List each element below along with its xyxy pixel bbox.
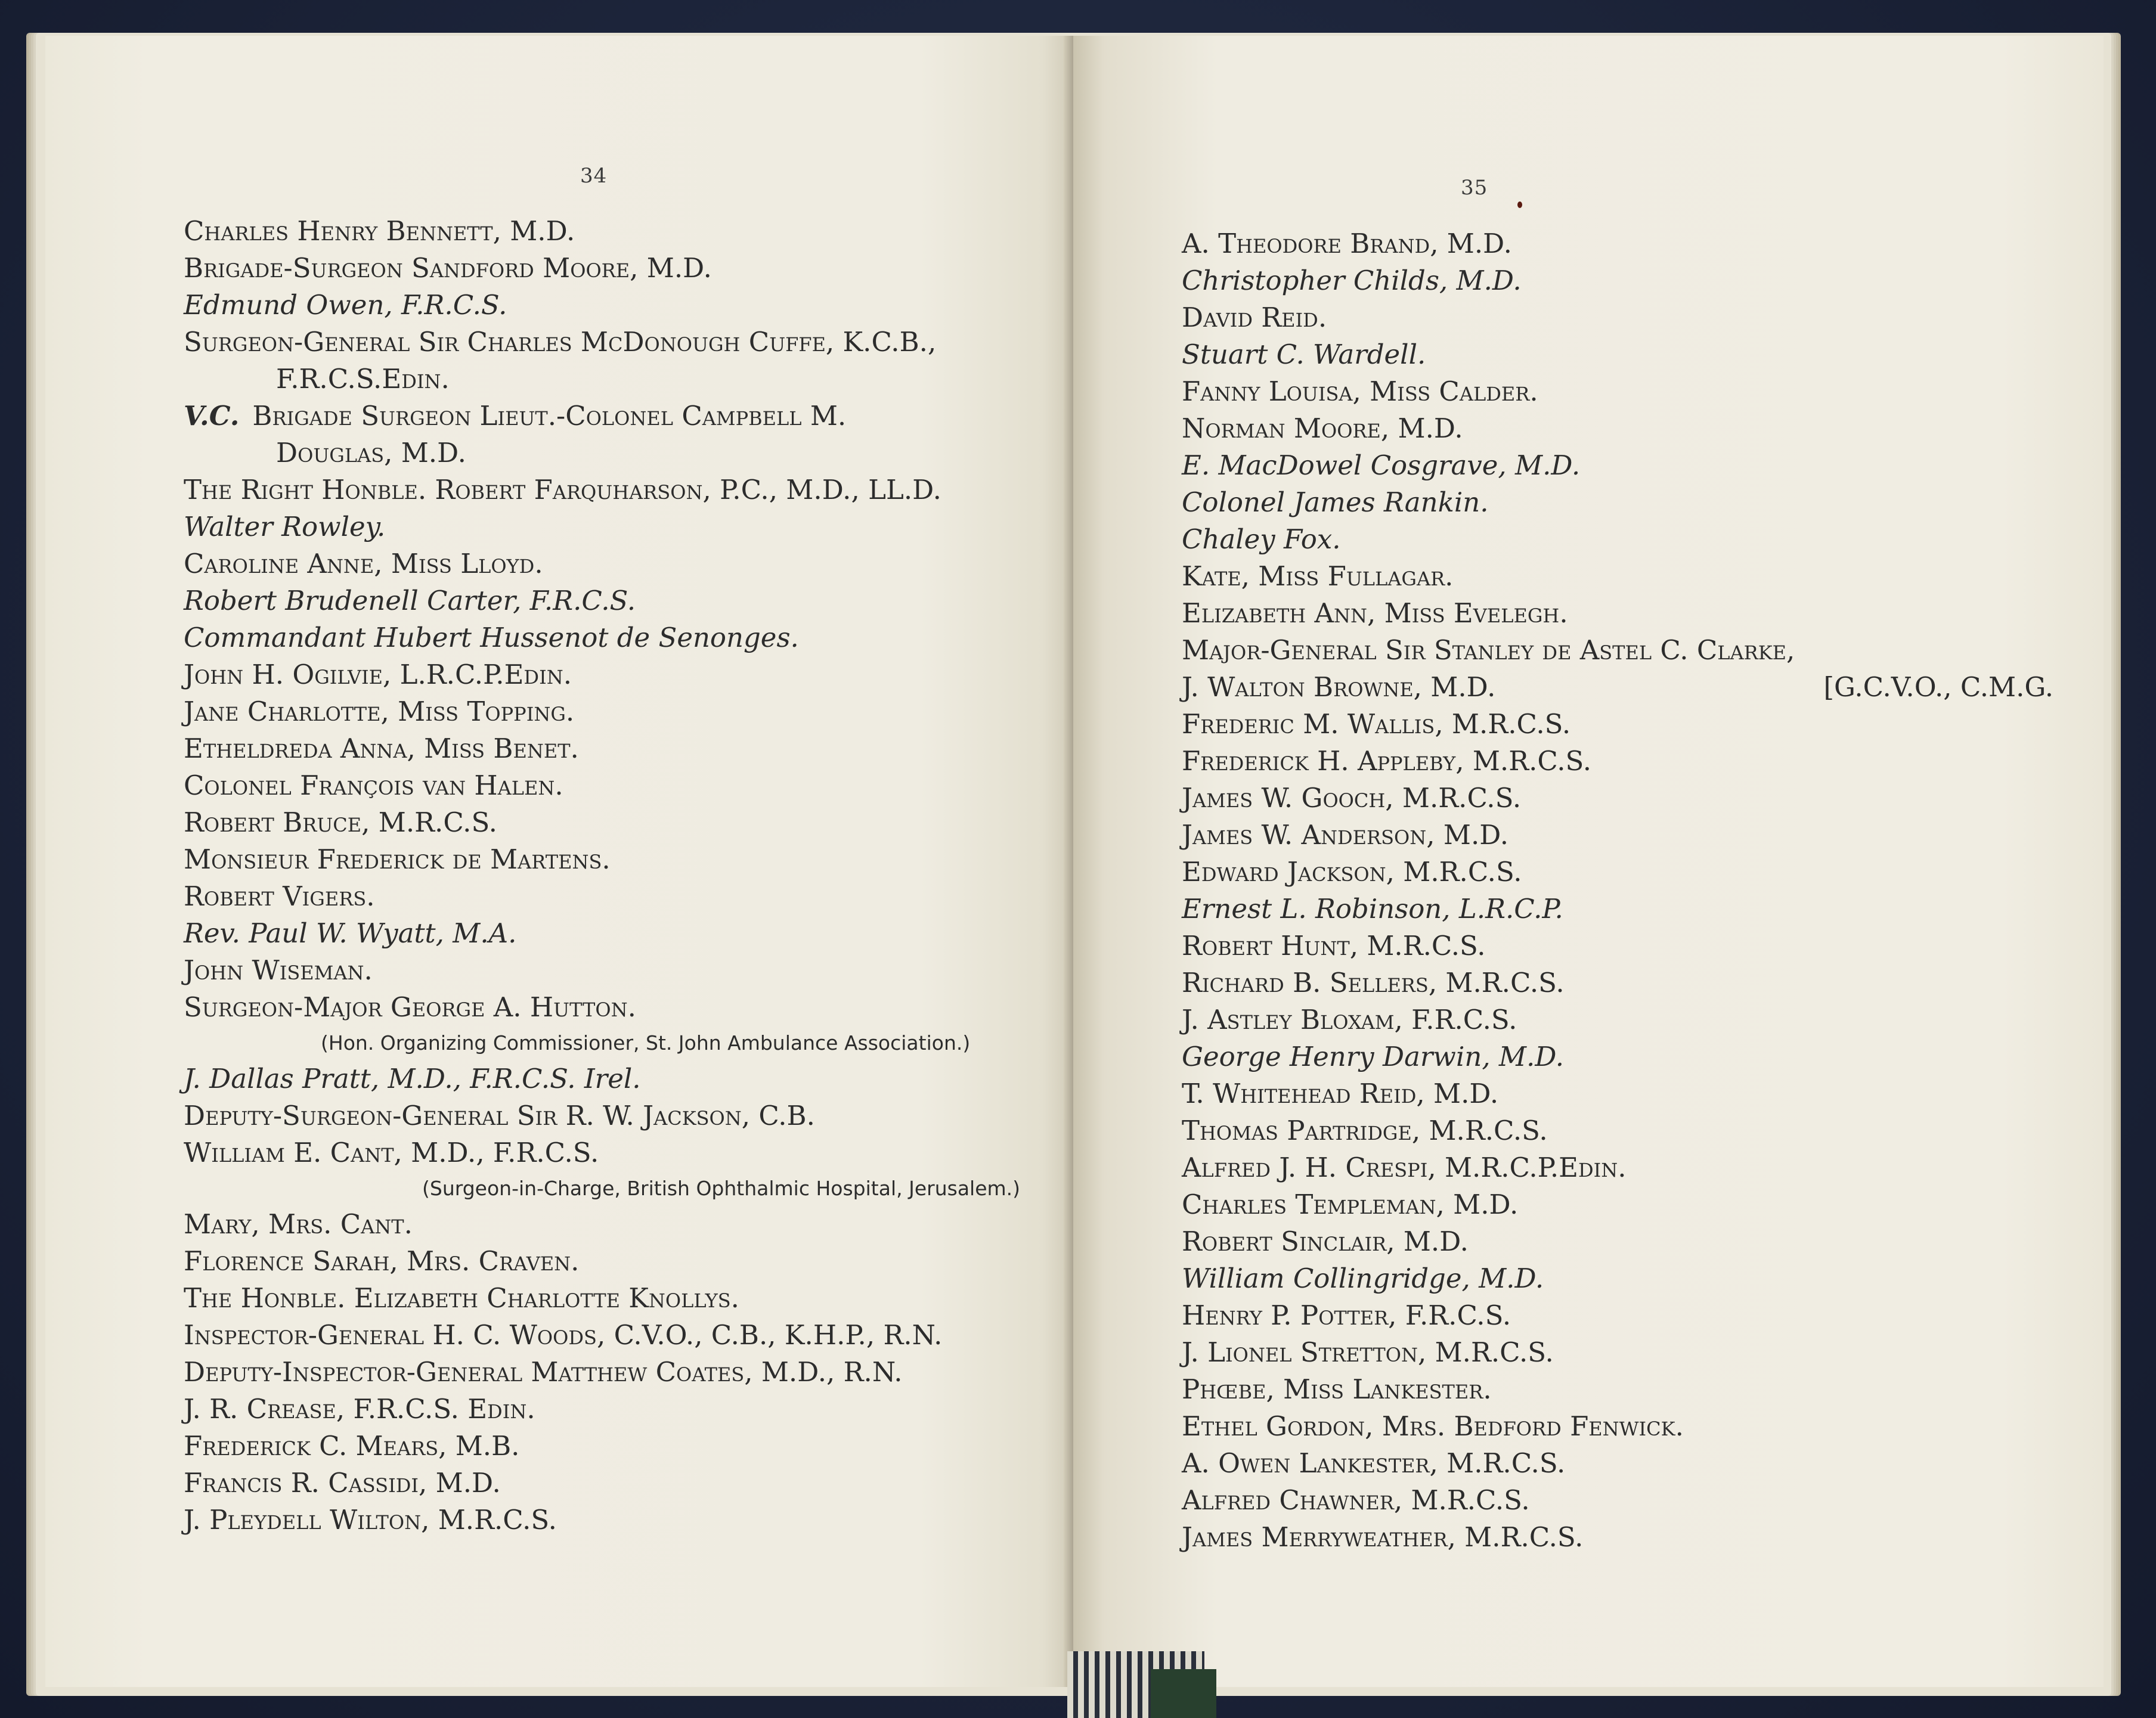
page-number: 35 — [1461, 176, 1488, 200]
list-item: F.R.C.S.Edin. — [276, 363, 450, 395]
list-item — [184, 398, 1020, 435]
entry-text: Brigade Surgeon Lieut.-Colonel Campbell M. — [252, 400, 847, 432]
right-page — [1073, 36, 2104, 1687]
list-item: Ethel Gordon, Mrs. Bedford Fenwick. — [1182, 1410, 1684, 1442]
list-item: Phœbe, Miss Lankester. — [1182, 1373, 1492, 1405]
list-item: Frederic M. Wallis, M.R.C.S. — [1182, 708, 1571, 740]
list-item: James W. Anderson, M.D. — [1182, 819, 1509, 851]
list-item: John Wiseman. — [184, 954, 373, 986]
list-item: John H. Ogilvie, L.R.C.P.Edin. — [184, 659, 572, 690]
list-item: Colonel François van Halen. — [184, 770, 563, 801]
list-item: J. Lionel Stretton, M.R.C.S. — [1182, 1336, 1554, 1368]
list-item: The Right Honble. Robert Farquharson, P.C., M.D., LL.D. — [184, 474, 941, 506]
list-item: Norman Moore, M.D. — [1182, 413, 1463, 444]
list-item: Edmund Owen, F.R.C.S. — [184, 289, 507, 321]
list-item: Caroline Anne, Miss Lloyd. — [184, 548, 543, 579]
list-item: Colonel James Rankin. — [1182, 486, 1489, 518]
list-item: A. Theodore Brand, M.D. — [1182, 228, 1512, 259]
list-item: Fanny Louisa, Miss Calder. — [1182, 376, 1538, 407]
list-item: A. Owen Lankester, M.R.C.S. — [1182, 1447, 1566, 1479]
honour-prefix: V.C. — [184, 400, 240, 432]
list-item: James Merryweather, M.R.C.S. — [1182, 1521, 1584, 1553]
list-item: Charles Templeman, M.D. — [1182, 1189, 1519, 1220]
list-item: Jane Charlotte, Miss Topping. — [184, 696, 575, 727]
list-item: The Honble. Elizabeth Charlotte Knollys. — [184, 1282, 739, 1314]
list-item: William E. Cant, M.D., F.R.C.S. — [184, 1137, 599, 1168]
list-item: Ernest L. Robinson, L.R.C.P. — [1182, 893, 1563, 925]
list-item: Inspector-General H. C. Woods, C.V.O., C.B., K.H.P., R.N. — [184, 1319, 943, 1351]
list-item: Deputy-Inspector-General Matthew Coates, M.D., R.N. — [184, 1356, 903, 1388]
list-item: Douglas, M.D. — [276, 437, 466, 469]
list-item: Richard B. Sellers, M.R.C.S. — [1182, 967, 1565, 998]
list-item: Henry P. Potter, F.R.C.S. — [1182, 1300, 1511, 1331]
list-item: Elizabeth Ann, Miss Evelegh. — [1182, 597, 1568, 629]
page-number: 34 — [580, 164, 608, 188]
entry-text: J. Walton Browne, M.D. — [1182, 671, 1496, 703]
list-item: David Reid. — [1182, 302, 1327, 333]
list-item: Monsieur Frederick de Martens. — [184, 844, 611, 875]
left-page — [45, 36, 1074, 1687]
list-item: J. Astley Bloxam, F.R.C.S. — [1182, 1004, 1517, 1035]
list-item — [1182, 669, 2053, 706]
list-item: Stuart C. Wardell. — [1182, 339, 1426, 370]
list-item: Christopher Childs, M.D. — [1182, 265, 1522, 296]
list-item: E. MacDowel Cosgrave, M.D. — [1182, 449, 1581, 481]
list-item: Commandant Hubert Hussenot de Senonges. — [184, 622, 799, 653]
list-item: Robert Bruce, M.R.C.S. — [184, 807, 497, 838]
list-item: Walter Rowley. — [184, 511, 386, 542]
list-item: Mary, Mrs. Cant. — [184, 1208, 413, 1240]
list-item: Robert Brudenell Carter, F.R.C.S. — [184, 585, 636, 616]
list-item: Rev. Paul W. Wyatt, M.A. — [184, 917, 517, 949]
list-item: Charles Henry Bennett, M.D. — [184, 215, 575, 247]
list-item: Alfred Chawner, M.R.C.S. — [1182, 1484, 1530, 1516]
list-item: J. Dallas Pratt, M.D., F.R.C.S. Irel. — [184, 1063, 641, 1094]
list-item: Frederick H. Appleby, M.R.C.S. — [1182, 745, 1592, 777]
list-item-note: (Surgeon-in-Charge, British Ophthalmic Hospital, Jerusalem.) — [422, 1177, 1021, 1200]
list-item: Thomas Partridge, M.R.C.S. — [1182, 1115, 1548, 1146]
name-list — [184, 213, 1020, 1539]
entry-continuation: [G.C.V.O., C.M.G. — [1823, 671, 2054, 703]
list-item: Chaley Fox. — [1182, 523, 1341, 555]
name-list — [1182, 225, 2053, 1556]
list-item: J. Pleydell Wilton, M.R.C.S. — [184, 1504, 557, 1536]
paper-speck — [1517, 201, 1522, 208]
list-item: Robert Vigers. — [184, 880, 375, 912]
list-item: Robert Sinclair, M.D. — [1182, 1226, 1469, 1257]
list-item: Brigade-Surgeon Sandford Moore, M.D. — [184, 252, 712, 284]
list-item: George Henry Darwin, M.D. — [1182, 1041, 1565, 1072]
list-item: T. Whitehead Reid, M.D. — [1182, 1078, 1499, 1109]
list-item: James W. Gooch, M.R.C.S. — [1182, 782, 1522, 814]
list-item: Alfred J. H. Crespi, M.R.C.P.Edin. — [1182, 1152, 1627, 1183]
list-item: Surgeon-Major George A. Hutton. — [184, 991, 636, 1023]
list-item: William Collingridge, M.D. — [1182, 1263, 1544, 1294]
list-item: Florence Sarah, Mrs. Craven. — [184, 1245, 580, 1277]
spine-binding-cloth — [1151, 1669, 1216, 1718]
list-item-note: (Hon. Organizing Commissioner, St. John Ambulance Association.) — [321, 1031, 971, 1055]
list-item: Major-General Sir Stanley de Astel C. Clarke, — [1182, 634, 1795, 666]
list-item: Frederick C. Mears, M.B. — [184, 1430, 520, 1462]
list-item: J. R. Crease, F.R.C.S. Edin. — [184, 1393, 535, 1425]
list-item: Surgeon-General Sir Charles McDonough Cuffe, K.C.B., — [184, 326, 937, 358]
list-item: Deputy-Surgeon-General Sir R. W. Jackson, C.B. — [184, 1100, 815, 1131]
list-item: Francis R. Cassidi, M.D. — [184, 1467, 501, 1499]
list-item: Edward Jackson, M.R.C.S. — [1182, 856, 1522, 888]
list-item: Robert Hunt, M.R.C.S. — [1182, 930, 1486, 962]
list-item: Etheldreda Anna, Miss Benet. — [184, 733, 579, 764]
list-item: Kate, Miss Fullagar. — [1182, 560, 1454, 592]
